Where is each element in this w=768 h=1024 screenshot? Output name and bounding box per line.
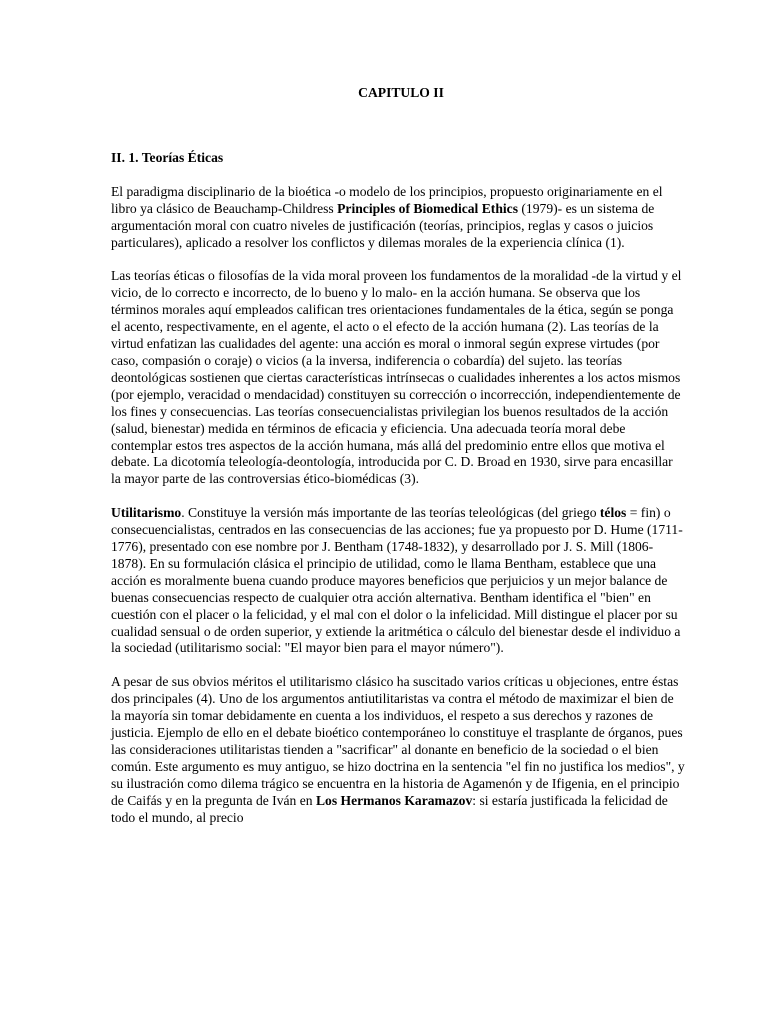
document-page (111, 85, 685, 827)
paragraph-objections (111, 674, 685, 826)
paragraph-bioethics-paradigm (111, 184, 685, 252)
section-title: II. 1. Teorías Éticas (111, 149, 224, 165)
book-title-principles: Principles of Biomedical Ethics (337, 200, 518, 216)
paragraph-text: (1979)- es un sistema de argumentación moral con cuatro niveles de justificación (teorías, principios, reglas y casos o juicios particulares), aplicado a resolver los conflictos y dilemas morales de la experiencia clínica (1). (111, 200, 655, 250)
paragraph-text: . Constituye la versión más importante de las teorías teleológicas (del griego (181, 505, 600, 521)
paragraph-text: : si estaría justificada la felicidad de todo el mundo, al precio (111, 792, 668, 825)
term-telos: télos (599, 505, 627, 521)
paragraph-text: El paradigma disciplinario de la bioética -o modelo de los principios, propuesto originariamente en el libro ya clásico de Beauchamp-Childress (111, 183, 663, 216)
paragraph-text: A pesar de sus obvios méritos el utilitarismo clásico ha suscitado varios críticas u objeciones, entre éstas dos principales (4). Uno de los argumentos antiutilitaristas va contra el método de maximizar el bien de la mayoría sin tomar debidamente en cuenta a los individuos, el respeto a sus derechos y razones de justicia. Ejemplo de ello en el debate bioético contemporáneo lo constituye el trasplante de órganos, pues las consideraciones utilitaristas tienden a "sacrificar" al donante en beneficio de la sociedad o el bien común. Este argumento es muy antiguo, se hizo doctrina en la sentencia "el fin no justifica los medios", y su ilustración como dilema trágico se encuentra en la historia de Agamenón y de Ifigenia, en el principio de Caifás y en la pregunta de Iván en (111, 674, 685, 808)
paragraph-ethical-theories: Las teorías éticas o filosofías de la vida moral proveen los fundamentos de la moralidad -de la virtud y el vicio, de lo correcto e incorrecto, de lo bueno y lo malo- en la acción humana. Se observa que los términos morales aquí empleados califican tres orientaciones fundamentales de la ética, según se ponga el acento, respectivamente, en el agente, el acto o el efecto de la acción humana (2). Las teorías de la virtud enfatizan las cualidades del agente: una acción es moral o inmoral según exprese virtudes (por caso, compasión o coraje) o vicios (a la inversa, indiferencia o cobardía) del sujeto. las teorías deontológicas sostienen que ciertas características intrínsecas o cualidades inherentes a los actos mismos (por ejemplo, veracidad o mendacidad) constituyen su corrección o incorrección, independientemente de los fines y consecuencias. Las teorías consecuencialistas privilegian los buenos resultados de la acción (salud, bienestar) medida en términos de eficacia y eficiencia. Una adecuada teoría moral debe contemplar estos tres aspectos de la acción humana, más allá del predominio entre ellos que motiva el debate. La dicotomía teleología-deontología, introducida por C. D. Broad en 1930, sirve para encasillar la mayor parte de las controversias ético-biomédicas (3). (111, 268, 682, 487)
paragraph-text: = fin) o consecuencialistas, centrados en las consecuencias de las acciones; fue ya propuesto por D. Hume (1711-1776), presentado con ese nombre por J. Bentham (1748-1832), y desarrollado por J. S. Mill (1806-1878). En su formulación clásica el principio de utilidad, como le llama Bentham, establece que una acción es moralmente buena cuando produce mayores beneficios que perjuicios y un mejor balance de buenas consecuencias respecto de cualquier otra acción alternativa. Bentham identifica el "bien" en cuestión con el placer o la felicidad, y el mal con el dolor o la infelicidad. Mill distingue el placer por su cualidad sensual o de orden superior, y extiende la aritmética o cálculo del bienestar desde el individuo a la sociedad (utilitarismo social: "El mayor bien para el mayor número"). (111, 505, 683, 656)
utilitarismo-heading: Utilitarismo (111, 505, 182, 521)
paragraph-utilitarianism (111, 505, 685, 657)
book-title-karamazov: Los Hermanos Karamazov (315, 792, 473, 808)
chapter-title: CAPITULO II (358, 85, 444, 100)
